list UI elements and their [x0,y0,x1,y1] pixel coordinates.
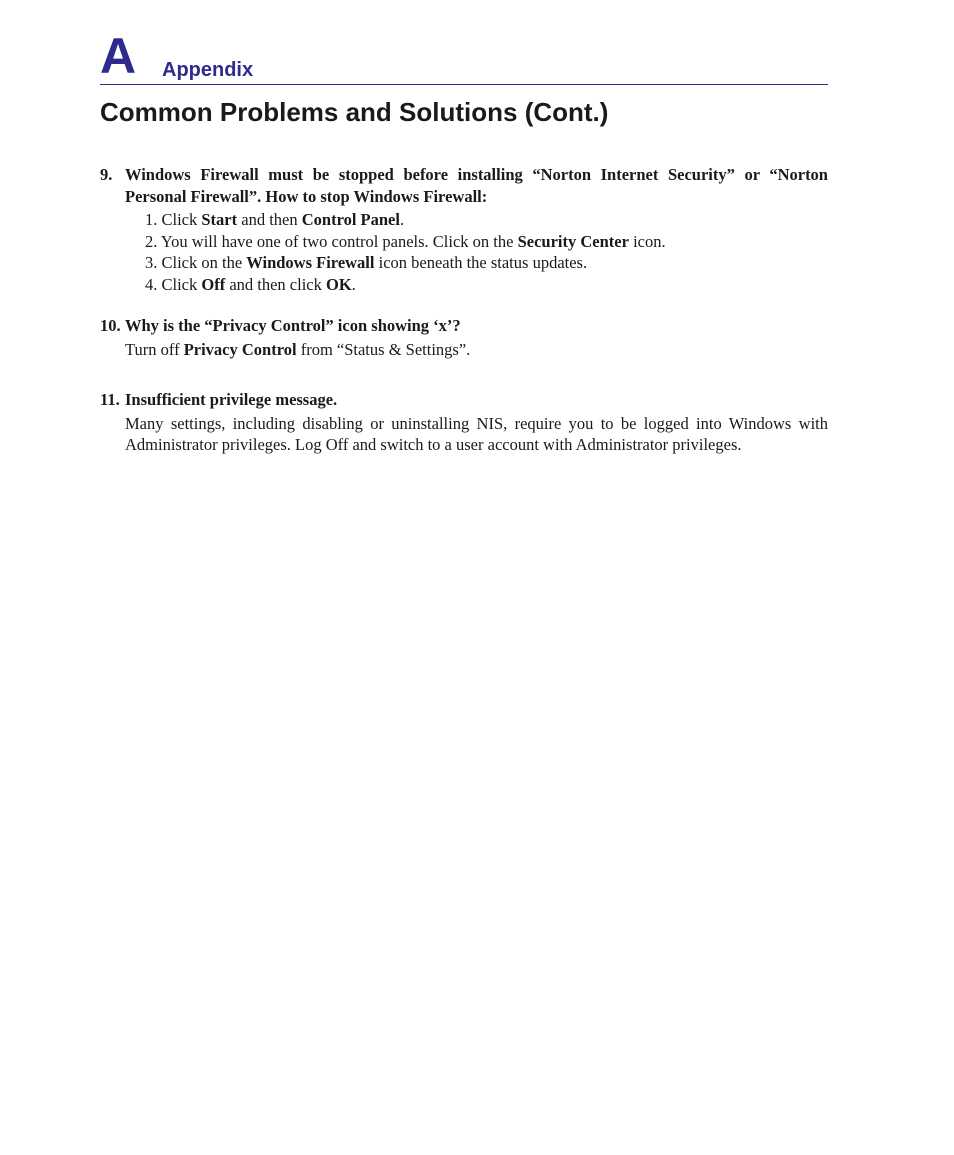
appendix-letter: A [100,28,137,84]
step-item [145,231,828,253]
item-answer: Many settings, including disabling or uninstalling NIS, require you to be logged into Windows with Administrator privileges. Log Off and switch to a user account with Administrator privileges. [125,413,828,454]
problem-item-9 [100,164,828,295]
answer-bold: Privacy Control [183,339,297,359]
step-text: and then [237,210,302,229]
step-text: . [399,210,405,229]
steps-list [145,209,828,295]
step-text: icon beneath the status updates. [374,253,588,272]
section-header [100,0,828,85]
item-answer [125,339,828,361]
step-text: Click [161,274,202,294]
step-bold: OK [326,274,352,294]
step-number: 2. [145,231,158,251]
step-item [145,252,828,274]
step-number: 3. [145,253,158,272]
problem-item-10 [100,315,828,360]
item-question: Windows Firewall must be stopped before installing “Norton Internet Security” or “Norton Personal Firewall”. How to stop Windows Firewall: [125,165,828,206]
answer-text: from “Status & Settings”. [296,339,471,359]
step-text: and then click [225,274,326,294]
step-bold: Windows Firewall [246,253,375,272]
step-bold: Off [201,274,226,294]
page [100,0,828,454]
step-number: 1. [145,210,158,229]
step-bold: Security Center [517,231,629,251]
step-number: 4. [145,274,158,294]
step-item [145,274,828,296]
step-item [145,209,828,231]
step-bold: Start [201,210,238,229]
problem-item-11 [100,389,828,456]
section-label: Appendix [162,59,254,81]
problems-list [100,164,828,456]
item-question: Insufficient privilege message. [125,390,338,409]
step-text: . [351,274,356,294]
step-bold: Control Panel [301,210,400,229]
step-text: Click on the [161,253,247,272]
step-text: Click [161,210,202,229]
item-number: 9. [100,165,113,184]
item-number: 10. [100,316,121,335]
step-text: You will have one of two control panels. Click on the [160,231,518,251]
page-title: Common Problems and Solutions (Cont.) [100,97,609,127]
step-text: icon. [628,231,666,251]
item-question: Why is the “Privacy Control” icon showing ‘x’? [125,316,461,335]
item-number: 11. [100,390,120,409]
answer-text: Turn off [125,339,184,359]
